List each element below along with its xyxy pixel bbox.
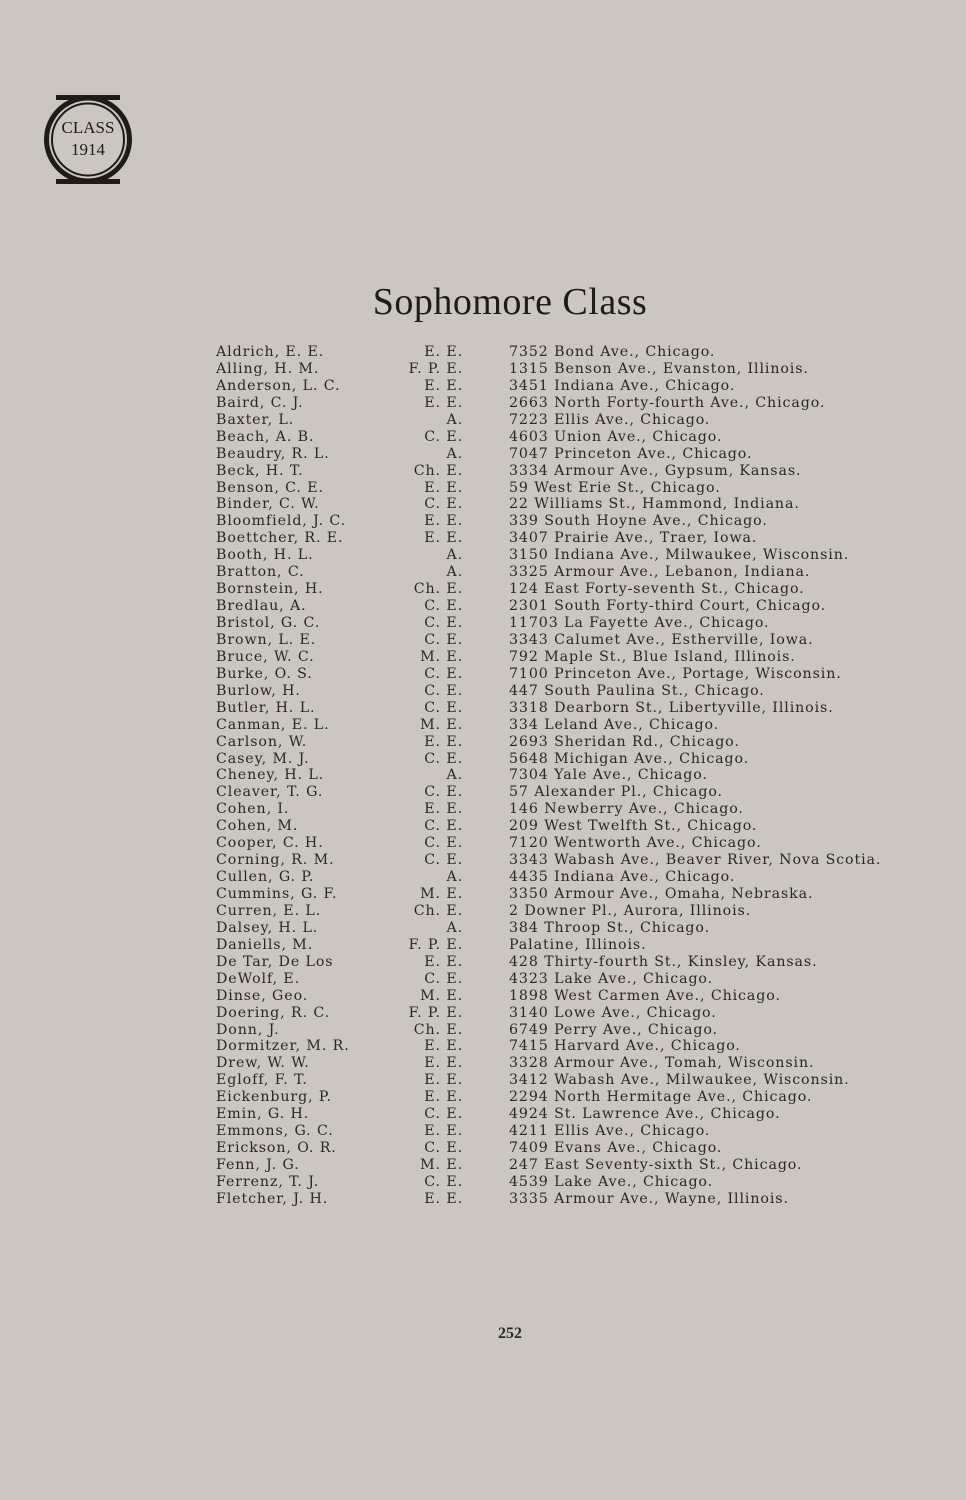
course-code: C. E. — [424, 631, 463, 648]
course-code: E. E. — [424, 1089, 463, 1106]
course-code: Ch. E. — [413, 581, 463, 598]
student-name: Cooper, C. H. — [216, 835, 324, 852]
student-address: 7409 Evans Ave., Chicago. — [509, 1140, 723, 1157]
list-item — [216, 446, 916, 463]
list-item — [216, 513, 916, 530]
student-address: 7415 Harvard Ave., Chicago. — [509, 1038, 741, 1055]
student-name: Booth, H. L. — [216, 547, 314, 564]
student-name: Burlow, H. — [216, 682, 301, 699]
course-code: C. E. — [424, 818, 463, 835]
student-name: Dormitzer, M. R. — [216, 1038, 350, 1055]
course-code: E. E. — [424, 1055, 463, 1072]
list-item — [216, 801, 916, 818]
student-name: Canman, E. L. — [216, 716, 330, 733]
student-address: 1898 West Carmen Ave., Chicago. — [509, 987, 781, 1004]
page-title: Sophomore Class — [372, 281, 648, 323]
student-address: 59 West Erie St., Chicago. — [509, 479, 721, 496]
course-code: C. E. — [424, 682, 463, 699]
student-name: Brown, L. E. — [216, 631, 317, 648]
student-address: 4323 Lake Ave., Chicago. — [509, 970, 714, 987]
list-item — [216, 564, 916, 581]
course-code: A. — [446, 767, 463, 784]
course-code: C. E. — [424, 1173, 463, 1190]
student-address: 7223 Ellis Ave., Chicago. — [509, 411, 711, 428]
list-item — [216, 869, 916, 886]
list-item — [216, 1022, 916, 1039]
list-item — [216, 530, 916, 547]
student-address: 339 South Hoyne Ave., Chicago. — [509, 513, 768, 530]
student-address: 3140 Lowe Ave., Chicago. — [509, 1004, 717, 1021]
student-address: 384 Throop St., Chicago. — [509, 919, 711, 936]
course-code: C. E. — [424, 852, 463, 869]
student-address: 4435 Indiana Ave., Chicago. — [509, 869, 736, 886]
student-name: De Tar, De Los — [216, 953, 334, 970]
course-code: E. E. — [424, 1072, 463, 1089]
list-item — [216, 1038, 916, 1055]
list-item — [216, 852, 916, 869]
course-code: A. — [446, 564, 463, 581]
course-code: A. — [446, 547, 463, 564]
course-code: C. E. — [424, 665, 463, 682]
student-address: 2294 North Hermitage Ave., Chicago. — [509, 1089, 813, 1106]
course-code: E. E. — [424, 1190, 463, 1207]
student-name: Aldrich, E. E. — [216, 344, 325, 360]
course-code: E. E. — [424, 1123, 463, 1140]
course-code: C. E. — [424, 496, 463, 513]
student-address: 5648 Michigan Ave., Chicago. — [509, 750, 750, 767]
student-address: 2693 Sheridan Rd., Chicago. — [509, 733, 740, 750]
course-code: M. E. — [420, 1157, 463, 1173]
student-name: Erickson, O. R. — [216, 1140, 337, 1157]
student-name: Beach, A. B. — [216, 428, 315, 445]
list-item — [216, 767, 916, 784]
list-item — [216, 886, 916, 903]
course-code: F. P. E. — [408, 360, 463, 377]
student-address: 3334 Armour Ave., Gypsum, Kansas. — [509, 462, 802, 479]
course-code: F. P. E. — [408, 936, 463, 953]
student-name: Bredlau, A. — [216, 598, 307, 615]
student-address: 7304 Yale Ave., Chicago. — [509, 767, 708, 784]
student-name: Bratton, C. — [216, 564, 305, 581]
student-address: 209 West Twelfth St., Chicago. — [509, 818, 758, 835]
course-code: Ch. E. — [413, 902, 463, 919]
student-name: Bristol, G. C. — [216, 615, 321, 631]
student-address: 247 East Seventy-sixth St., Chicago. — [509, 1157, 803, 1173]
course-code: E. E. — [424, 479, 463, 496]
list-item — [216, 920, 916, 937]
student-name: Curren, E. L. — [216, 902, 322, 919]
course-code: A. — [446, 919, 463, 936]
student-name: Dinse, Geo. — [216, 987, 309, 1004]
student-name: Cohen, M. — [216, 818, 299, 835]
list-item — [216, 751, 916, 768]
course-code: A. — [446, 411, 463, 428]
list-item — [216, 971, 916, 988]
student-address: 447 South Paulina St., Chicago. — [509, 682, 765, 699]
course-code: F. P. E. — [408, 1004, 463, 1021]
page-number: 252 — [498, 1325, 522, 1342]
list-item — [216, 818, 916, 835]
list-item — [216, 700, 916, 717]
student-name: Bloomfield, J. C. — [216, 513, 347, 530]
list-item — [216, 378, 916, 395]
student-name: Baird, C. J. — [216, 394, 304, 411]
list-item — [216, 615, 916, 632]
student-address: 4924 St. Lawrence Ave., Chicago. — [509, 1106, 781, 1123]
course-code: E. E. — [424, 953, 463, 970]
course-code: M. E. — [420, 987, 463, 1004]
list-item — [216, 734, 916, 751]
list-item — [216, 598, 916, 615]
student-address: 6749 Perry Ave., Chicago. — [509, 1021, 718, 1038]
student-address: 792 Maple St., Blue Island, Illinois. — [509, 648, 796, 665]
course-code: E. E. — [424, 377, 463, 394]
student-name: Baxter, L. — [216, 411, 295, 428]
student-name: Emin, G. H. — [216, 1106, 310, 1123]
student-name: Benson, C. E. — [216, 479, 324, 496]
list-item — [216, 344, 916, 361]
course-code: A. — [446, 869, 463, 886]
list-item — [216, 547, 916, 564]
student-address: 4603 Union Ave., Chicago. — [509, 428, 723, 445]
course-code: C. E. — [424, 598, 463, 615]
student-address: 124 East Forty-seventh St., Chicago. — [509, 581, 805, 598]
student-address: 3350 Armour Ave., Omaha, Nebraska. — [509, 886, 814, 902]
student-address: 3412 Wabash Ave., Milwaukee, Wisconsin. — [509, 1072, 850, 1089]
student-address: 3343 Wabash Ave., Beaver River, Nova Scotia. — [509, 852, 882, 869]
student-name: Carlson, W. — [216, 733, 308, 750]
list-item — [216, 412, 916, 429]
student-address: 7047 Princeton Ave., Chicago. — [509, 445, 753, 462]
student-name: Cheney, H. L. — [216, 767, 325, 784]
student-list — [216, 344, 916, 1208]
list-item — [216, 1072, 916, 1089]
student-name: Alling, H. M. — [216, 360, 320, 377]
student-name: Corning, R. M. — [216, 852, 335, 869]
student-name: Cullen, G. P. — [216, 869, 315, 886]
list-item — [216, 496, 916, 513]
student-address: 146 Newberry Ave., Chicago. — [509, 801, 744, 818]
student-name: Binder, C. W. — [216, 496, 320, 513]
student-address: 3407 Prairie Ave., Traer, Iowa. — [509, 530, 758, 547]
student-address: Palatine, Illinois. — [509, 936, 647, 953]
list-item — [216, 1140, 916, 1157]
list-item — [216, 480, 916, 497]
student-address: 4211 Ellis Ave., Chicago. — [509, 1123, 711, 1140]
student-address: 3150 Indiana Ave., Milwaukee, Wisconsin. — [509, 547, 850, 564]
student-address: 3335 Armour Ave., Wayne, Illinois. — [509, 1190, 789, 1207]
student-name: Daniells, M. — [216, 936, 314, 953]
student-address: 3325 Armour Ave., Lebanon, Indiana. — [509, 564, 811, 581]
student-address: 3318 Dearborn St., Libertyville, Illinois. — [509, 699, 834, 716]
class-logo-emblem — [40, 93, 136, 186]
student-name: Beaudry, R. L. — [216, 445, 330, 462]
student-name: Butler, H. L. — [216, 699, 316, 716]
course-code: M. E. — [420, 648, 463, 665]
course-code: A. — [446, 445, 463, 462]
student-name: Doering, R. C. — [216, 1004, 331, 1021]
student-name: Ferrenz, T. J. — [216, 1173, 320, 1190]
course-code: E. E. — [424, 733, 463, 750]
course-code: C. E. — [424, 428, 463, 445]
course-code: M. E. — [420, 886, 463, 902]
list-item — [216, 903, 916, 920]
course-code: C. E. — [424, 699, 463, 716]
course-code: C. E. — [424, 1140, 463, 1157]
student-address: 2301 South Forty-third Court, Chicago. — [509, 598, 827, 615]
student-address: 2 Downer Pl., Aurora, Illinois. — [509, 902, 752, 919]
list-item — [216, 666, 916, 683]
list-item — [216, 1157, 916, 1174]
student-name: Dalsey, H. L. — [216, 919, 319, 936]
student-name: DeWolf, E. — [216, 970, 301, 987]
list-item — [216, 632, 916, 649]
course-code: C. E. — [424, 750, 463, 767]
list-item — [216, 463, 916, 480]
svg-text:1914: 1914 — [71, 140, 105, 159]
course-code: Ch. E. — [413, 462, 463, 479]
course-code: E. E. — [424, 1038, 463, 1055]
list-item — [216, 1123, 916, 1140]
list-item — [216, 988, 916, 1005]
student-address: 11703 La Fayette Ave., Chicago. — [509, 615, 770, 631]
student-address: 57 Alexander Pl., Chicago. — [509, 784, 723, 801]
student-name: Egloff, F. T. — [216, 1072, 308, 1089]
student-address: 22 Williams St., Hammond, Indiana. — [509, 496, 800, 513]
student-address: 7120 Wentworth Ave., Chicago. — [509, 835, 762, 852]
course-code: Ch. E. — [413, 1021, 463, 1038]
student-name: Burke, O. S. — [216, 665, 313, 682]
student-address: 428 Thirty-fourth St., Kinsley, Kansas. — [509, 953, 818, 970]
course-code: E. E. — [424, 394, 463, 411]
student-name: Donn, J. — [216, 1021, 280, 1038]
student-name: Boettcher, R. E. — [216, 530, 344, 547]
list-item — [216, 395, 916, 412]
list-item — [216, 361, 916, 378]
student-name: Cleaver, T. G. — [216, 784, 324, 801]
course-code: C. E. — [424, 784, 463, 801]
course-code: E. E. — [424, 530, 463, 547]
student-name: Emmons, G. C. — [216, 1123, 334, 1140]
student-name: Cohen, I. — [216, 801, 290, 818]
list-item — [216, 649, 916, 666]
student-name: Drew, W. W. — [216, 1055, 310, 1072]
student-name: Bruce, W. C. — [216, 648, 315, 665]
list-item — [216, 1191, 916, 1208]
course-code: E. E. — [424, 344, 463, 360]
list-item — [216, 1055, 916, 1072]
list-item — [216, 1005, 916, 1022]
student-name: Fenn, J. G. — [216, 1157, 300, 1173]
list-item — [216, 683, 916, 700]
student-address: 1315 Benson Ave., Evanston, Illinois. — [509, 360, 809, 377]
student-name: Cummins, G. F. — [216, 886, 338, 902]
student-name: Bornstein, H. — [216, 581, 324, 598]
student-name: Eickenburg, P. — [216, 1089, 332, 1106]
student-address: 3343 Calumet Ave., Estherville, Iowa. — [509, 631, 814, 648]
course-code: C. E. — [424, 1106, 463, 1123]
student-address: 3451 Indiana Ave., Chicago. — [509, 377, 736, 394]
course-code: M. E. — [420, 716, 463, 733]
student-name: Beck, H. T. — [216, 462, 304, 479]
course-code: C. E. — [424, 835, 463, 852]
course-code: E. E. — [424, 801, 463, 818]
course-code: E. E. — [424, 513, 463, 530]
list-item — [216, 429, 916, 446]
list-item — [216, 835, 916, 852]
list-item — [216, 1174, 916, 1191]
course-code: C. E. — [424, 970, 463, 987]
list-item — [216, 784, 916, 801]
course-code: C. E. — [424, 615, 463, 631]
student-name: Anderson, L. C. — [216, 377, 341, 394]
list-item — [216, 1106, 916, 1123]
list-item — [216, 717, 916, 734]
student-name: Casey, M. J. — [216, 750, 310, 767]
student-address: 334 Leland Ave., Chicago. — [509, 716, 720, 733]
list-item — [216, 954, 916, 971]
student-address: 4539 Lake Ave., Chicago. — [509, 1173, 714, 1190]
student-address: 7100 Princeton Ave., Portage, Wisconsin. — [509, 665, 842, 682]
student-address: 2663 North Forty-fourth Ave., Chicago. — [509, 394, 826, 411]
list-item — [216, 581, 916, 598]
student-address: 3328 Armour Ave., Tomah, Wisconsin. — [509, 1055, 815, 1072]
student-name: Fletcher, J. H. — [216, 1190, 329, 1207]
student-address: 7352 Bond Ave., Chicago. — [509, 344, 716, 360]
list-item — [216, 937, 916, 954]
svg-text:CLASS: CLASS — [61, 118, 115, 137]
list-item — [216, 1089, 916, 1106]
